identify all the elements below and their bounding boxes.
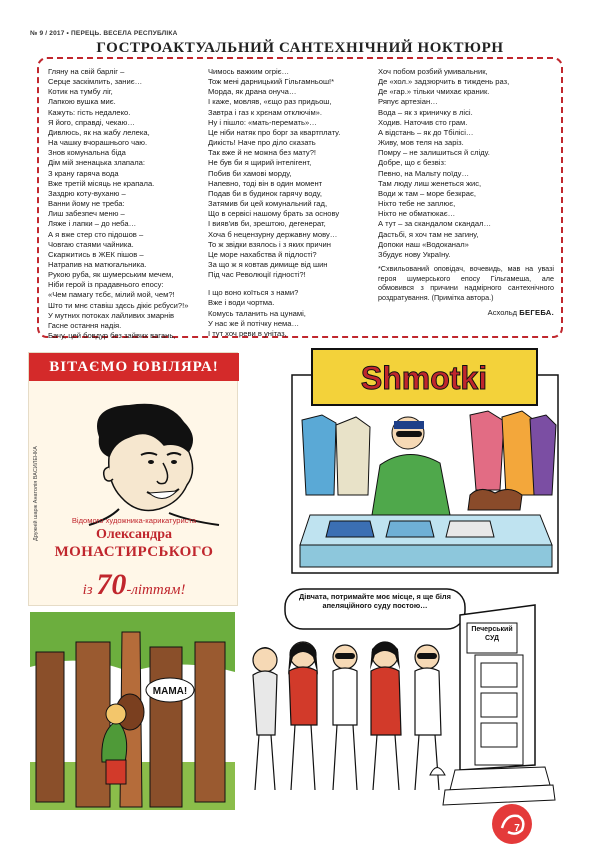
author-surname: БЕГЕБА. <box>519 308 554 318</box>
poem-line: Гляну на свій барліг – <box>48 67 125 76</box>
poem-line: Дивлюсь, як на жабу лелека, <box>48 127 150 137</box>
queue-speech-bubble: Дівчата, потримайте моє місце, я ще біля апеляційного суду постою… <box>299 592 451 610</box>
poem-line: Допоки наш «Водоканал» <box>378 239 469 249</box>
poem-line: Ніхто не обматюкає… <box>378 209 456 219</box>
poem-line: Певно, на Мальту поїду… <box>378 168 470 178</box>
poem-line: Ніби герой із прадавнього епосу: <box>48 280 164 290</box>
anniv-prefix: із <box>82 582 93 598</box>
poem-line: Гасне остання надія. <box>48 320 122 330</box>
jubilee-name <box>39 527 229 561</box>
jubilee-first-name: Олександра <box>96 527 172 542</box>
poem-line: Вже третій місяць не крапала. <box>48 178 155 188</box>
poem-line: Комусь таланить на цунамі, <box>208 308 306 318</box>
poem-line: У мутних потоках лайливих змарнів <box>48 310 175 320</box>
poem-line: Заздрю коту-вуханю – <box>48 188 126 198</box>
jubilee-card <box>28 352 238 606</box>
caricature-credit: Дружній шарж Анатолія ВАСИЛЕНКА <box>33 446 39 541</box>
poem-line: Напевно, тоді він в один момент <box>208 178 323 188</box>
shop-sign-text: Shmotki <box>360 360 488 396</box>
poem-line: У нас же й потічку нема… <box>208 318 300 328</box>
poem-footnote: *Схвильований оповідач, вочевидь, мав на увазі героя шумерського епосу Гільгамеша, але обмовився з причини надмірного сантехнічного роздратування. (Примітка автора.) <box>378 263 554 302</box>
poem-line: Там люду лиш женеться жис, <box>378 178 482 188</box>
magazine-logo <box>490 802 534 846</box>
poem-line: Кажуть: гість недалеко. <box>48 107 131 117</box>
anniv-suffix: -літтям! <box>126 582 186 598</box>
poem-line: І кажe, мовляв, «єщо раз придьош, <box>208 97 332 107</box>
poem-line: Бачу, цей бовдур без зайвих вагань, <box>48 331 176 341</box>
poem-line: Де «гар.» тільки чмихає краник. <box>378 87 490 97</box>
poem-line: Серце заскімлить, заниє… <box>48 77 143 87</box>
poem-line: Хоча б нецензурну державну мову… <box>208 229 338 239</box>
poem-line: Води ж там – море безкрає, <box>378 188 476 198</box>
poem-column-3 <box>378 67 554 319</box>
poem-line: Це море нахабства й підлості? <box>208 249 317 259</box>
poem-line: Знов комунальна біда <box>48 148 126 158</box>
poem-line: Живу, мов теля на заріз. <box>378 138 464 148</box>
poem-line: Лиш забезпеч меню – <box>48 209 125 219</box>
poem-line: Ванни йому не треба: <box>48 199 125 209</box>
poem-line: «Чем памагу тєбє, мілий мой, чем?! <box>48 290 175 300</box>
anniv-number: 70 <box>96 568 127 601</box>
poem-line: Це ніби натяк про борг за квартплату. <box>208 127 341 137</box>
poem-line: Што ти мнє ставіш здєсь дікіє рєбуси?!» <box>48 300 189 310</box>
poem-line: Побив би хамові морду, <box>208 168 292 178</box>
author-name: Асхольд <box>487 308 518 318</box>
shop-cartoon <box>290 345 560 575</box>
poem-line: З крану гаряча вода <box>48 168 119 178</box>
poem-line: Човгаю стаями чайника. <box>48 239 134 249</box>
poem-line: Дикість! Наче про діло сказать <box>208 138 316 148</box>
poem-line: Завтра і газ к хрєнам отключім». <box>208 107 323 117</box>
poem-title: ГОСТРОАКТУАЛЬНИЙ САНТЕХНІЧНИЙ НОКТЮРН <box>96 40 504 56</box>
poem-column-2 <box>208 67 374 339</box>
poem-line: Вже і води чортма. <box>208 298 275 308</box>
poem-line: Котик на тумбу ліг, <box>48 87 113 97</box>
poem-line: Дім мій зненацька злапала: <box>48 158 146 168</box>
court-sign: Печерський СУД <box>471 626 513 642</box>
jubilee-caption: Відомого художника-карикатуриста <box>71 516 197 525</box>
poem-line: Ну і пішло: «мать-перемать»… <box>208 117 317 127</box>
poem-line: Що в сервісі нашому брать за основу <box>208 209 340 219</box>
jubilee-banner: ВІТАЄМО ЮВІЛЯРА! <box>29 353 239 381</box>
poem-line: На чашку вчорашнього чаю. <box>48 138 148 148</box>
poem-line: Під час Революції гідності?! <box>208 270 306 280</box>
poem-line: Я його, справді, чекаю… <box>48 117 135 127</box>
poem-line: Затямив би цей комунальний гад, <box>208 199 328 209</box>
poem-line: Не був би я щирий інтелігент, <box>208 158 312 168</box>
poem-line: Де «хол.» задзюрчить в тиждень раз, <box>378 77 510 87</box>
poem-line: Ляже і лапки – до неба… <box>48 219 137 229</box>
poem-line: Натрапив на матюгальника. <box>48 259 147 269</box>
caricature-portrait <box>59 387 235 537</box>
jubilee-last-name: МОНАСТИРСЬКОГО <box>54 544 214 560</box>
stanza-gap <box>208 280 374 288</box>
poem-line: Чимось важким огріє… <box>208 67 290 76</box>
poem-line: І що воно коїться з нами? <box>208 288 299 298</box>
poem-line: Лапкою вушка миє. <box>48 97 116 107</box>
poem-line: Так вже й не можна без мату?! <box>208 148 317 158</box>
poem-line: Вода – як з криничку в лісі. <box>378 107 473 117</box>
page-header: № 9 / 2017 • ПЕРЕЦЬ. ВЕСЕЛА РЕСПУБЛІКА <box>30 30 178 37</box>
poem-line: Ряпує артезіан… <box>378 97 438 107</box>
court-queue-cartoon <box>245 585 557 810</box>
tree-speech-bubble: МАМА! <box>152 686 188 697</box>
tree-cartoon <box>30 612 235 810</box>
poem-line: За що ж я ковтав димище від шин <box>208 259 328 269</box>
poem-line: І тут хоч реви в унітаз, <box>208 328 287 338</box>
poem-line: Дастьбі, я хоч там не загину, <box>378 229 479 239</box>
poem-line: Ходив. Наточив сто грам. <box>378 117 468 127</box>
poem-line: Скаржитись в ЖЕК пішов – <box>48 249 144 259</box>
poem-line: Хоч побом розбий умивальник, <box>378 67 488 76</box>
page-number: 7 <box>514 823 520 834</box>
poem-column-1 <box>48 67 206 341</box>
poem-line: А тут – за скандалом скандал… <box>378 219 492 229</box>
poem-line: То ж звідки взялось і з яких причин <box>208 239 331 249</box>
poem-line: Збудує нову Україну. <box>378 249 451 259</box>
jubilee-anniversary <box>39 568 229 602</box>
poem-line: Рукою руба, як шумерським мечем, <box>48 270 174 280</box>
poem-line: Помру – не залишиться й сліду. <box>378 148 490 158</box>
poem-line: Морда, як драна онуча… <box>208 87 297 97</box>
poem-line: Добре, що є безвіз: <box>378 158 447 168</box>
poem-author <box>378 308 554 318</box>
poem-line: А я вже стер сто підошов – <box>48 229 144 239</box>
poem-line: І вияв'ив би, зрештою, дегенерат, <box>208 219 326 229</box>
poem-line: А відстань – як до Тбілісі… <box>378 127 474 137</box>
poem-line: Тож мені дарницький Гільгамньош!* <box>208 77 335 87</box>
poem-line: Ніхто тебе не заплює, <box>378 199 456 209</box>
poem-line: Подав би в будинок гарячу воду, <box>208 188 322 198</box>
